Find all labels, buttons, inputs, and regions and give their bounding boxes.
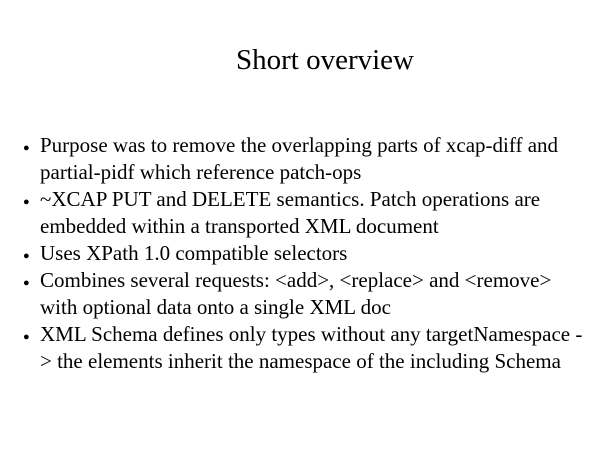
bullet-dot-icon: ●: [23, 142, 30, 154]
bullet-item-xpath: [23, 240, 588, 267]
bullet-item-purpose: [23, 132, 588, 186]
bullet-text: Purpose was to remove the overlapping parts of xcap-diff and partial-pidf which reference patch-ops: [40, 133, 559, 184]
bullet-text: Combines several requests: <add>, <replace> and <remove> with optional data onto a single XML doc: [40, 268, 552, 319]
bullet-dot-icon: ●: [23, 250, 30, 262]
bullet-text: ~XCAP PUT and DELETE semantics. Patch operations are embedded within a transported XML document: [40, 187, 541, 238]
bullet-item-schema: [23, 321, 588, 375]
bullet-list: [23, 132, 588, 375]
bullet-text: Uses XPath 1.0 compatible selectors: [40, 241, 348, 265]
bullet-dot-icon: ●: [23, 196, 30, 208]
bullet-text: XML Schema defines only types without any targetNamespace -> the elements inherit the namespace of the including Schema: [40, 322, 583, 373]
bullet-dot-icon: ●: [23, 277, 30, 289]
bullet-item-requests: [23, 267, 588, 321]
bullet-item-semantics: [23, 186, 588, 240]
bullet-dot-icon: ●: [23, 331, 30, 343]
slide-title: Short overview: [236, 44, 414, 76]
